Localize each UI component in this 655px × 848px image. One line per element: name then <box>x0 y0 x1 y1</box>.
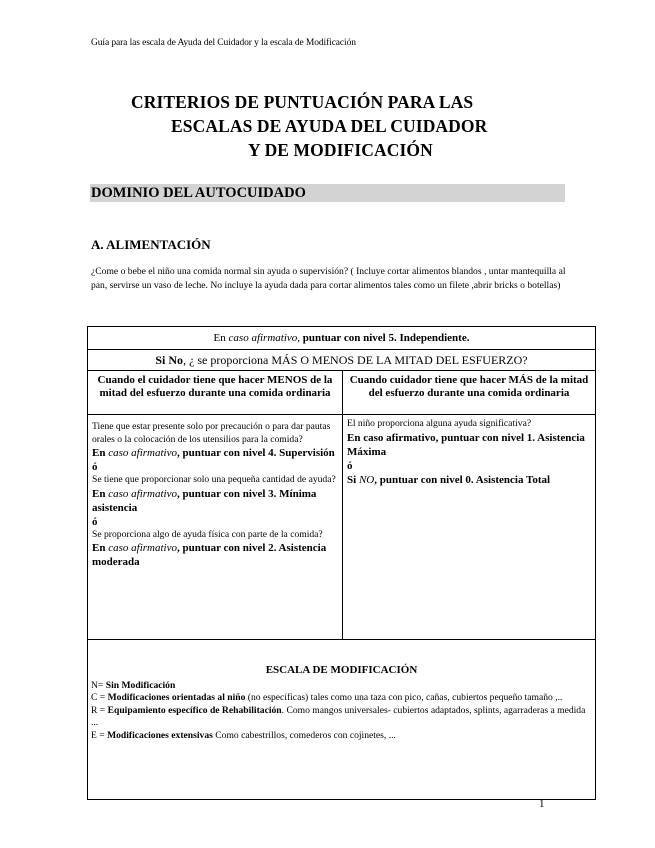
left-or-2: ó <box>92 515 98 528</box>
more-effort-cell <box>343 415 596 640</box>
row1-prefix: En <box>213 332 229 344</box>
section-heading: A. ALIMENTACIÓN <box>91 237 211 252</box>
effort-question-row <box>88 350 596 371</box>
page-number: 1 <box>539 798 545 810</box>
scale-item-e: E = Modificaciones extensivas Como cabestrillos, comederos con cojinetes, ... <box>91 729 396 741</box>
left-answer-3: En caso afirmativo, puntuar con nivel 2. Asistencia moderada <box>92 542 327 568</box>
right-or-1: ó <box>347 459 353 472</box>
page-title-line-2: ESCALAS DE AYUDA DEL CUIDADOR <box>171 116 488 136</box>
left-or-1: ó <box>92 461 98 473</box>
independent-row <box>88 327 596 350</box>
domain-heading: DOMINIO DEL AUTOCUIDADO <box>90 184 565 202</box>
page-title-line-1: CRITERIOS DE PUNTUACIÓN PARA LAS <box>131 92 474 112</box>
right-answer-2: Si NO, puntuar con nivel 0. Asistencia Total <box>347 473 551 486</box>
running-header: Guía para las escala de Ayuda del Cuidador y la escala de Modificación <box>91 38 356 48</box>
right-question-1: El niño proporciona alguna ayuda significativa? <box>347 418 532 429</box>
row2-text: , ¿ se proporciona MÁS O MENOS DE LA MITAD DEL ESFUERZO? <box>183 353 528 367</box>
section-question: ¿Come o bebe el niño una comida normal sin ayuda o supervisión? ( Incluye cortar alimentos blandos , untar mantequilla al pan, servirse un vaso de leche. No incluye la ayuda dada para cortar alimentos tales como un filete ,abrir bricks o botellas) <box>91 266 566 291</box>
more-effort-header: Cuando cuidador tiene que hacer MÁS de la mitad del esfuerzo durante una comida ordinaria <box>343 371 596 415</box>
left-answer-2: En caso afirmativo, puntuar con nivel 3. Mínima asistencia <box>92 487 317 514</box>
left-answer-1: En caso afirmativo, puntuar con nivel 4. Supervisión <box>92 447 335 459</box>
row1-italic: caso afirmativo, <box>228 332 301 344</box>
less-effort-header: Cuando el cuidador tiene que hacer MENOS de la mitad del esfuerzo durante una comida ordinaria <box>88 371 343 415</box>
less-effort-cell <box>88 415 343 640</box>
scale-item-r: R = Equipamiento específico de Rehabilitación. Como mangos universales- cubiertos adaptados, splints, agarraderas a medida ... <box>91 704 586 728</box>
right-answer-1: En caso afirmativo, puntuar con nivel 1. Asistencia Máxima <box>347 431 585 458</box>
left-question-1: Tiene que estar presente solo por precaución o para dar pautas orales o la colocación de los utensilios para la comida? <box>92 421 331 445</box>
modification-scale-title: ESCALA DE MODIFICACIÓN <box>265 664 418 676</box>
page-title-line-3: Y DE MODIFICACIÓN <box>248 140 433 160</box>
modification-scale-cell <box>88 640 596 800</box>
left-question-3: Se proporciona algo de ayuda física con parte de la comida? <box>92 528 323 540</box>
scale-item-c: C = Modificaciones orientadas al niño (no específicas) tales como una taza con pico, cañas, cubiertos pequeño tamaño ,.. <box>91 692 563 703</box>
scale-item-n: N= Sin Modificación <box>91 679 176 691</box>
row2-bold: Si No <box>155 353 184 367</box>
row1-bold: puntuar con nivel 5. Independiente. <box>300 332 470 344</box>
left-question-2: Se tiene que proporcionar solo una pequeña cantidad de ayuda? <box>92 474 336 485</box>
scoring-table <box>87 326 596 800</box>
